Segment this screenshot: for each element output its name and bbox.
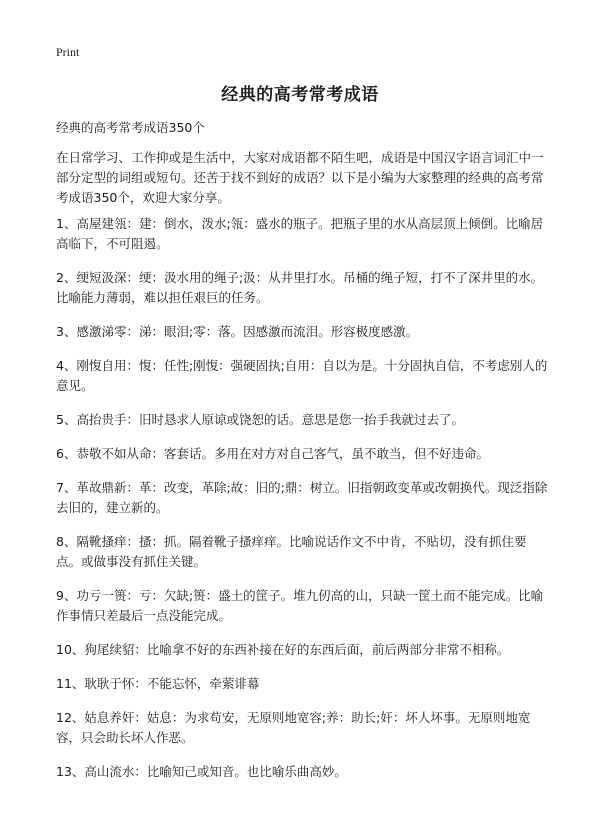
idiom-item: 1、高屋建瓴：建：倒水，泼水;瓴：盛水的瓶子。把瓶子里的水从高层顶上倾倒。比喻居高临下，不可阻遏。 <box>56 216 544 251</box>
idiom-item: 5、高抬贵手：旧时恳求人原谅或饶恕的话。意思是您一抬手我就过去了。 <box>56 412 464 427</box>
idiom-item: 10、狗尾续貂：比喻拿不好的东西补接在好的东西后面，前后两部分非常不相称。 <box>56 642 510 657</box>
idiom-list <box>56 214 550 796</box>
idiom-item: 7、革故鼎新：革：改变，革除;故：旧的;鼎：树立。旧指朝政变革或改朝换代。现泛指除去旧的，建立新的。 <box>56 480 548 515</box>
idiom-item: 11、耿耿于怀：不能忘怀，牵萦诽幕 <box>56 676 260 691</box>
article-subtitle: 经典的高考常考成语350个 <box>56 120 205 135</box>
article-title: 经典的高考常考成语 <box>221 85 379 105</box>
idiom-item: 2、绠短汲深：绠：汲水用的绳子;汲：从井里打水。吊桶的绳子短，打不了深井里的水。比喻能力薄弱，难以担任艰巨的任务。 <box>56 270 544 305</box>
idiom-item: 9、功亏一篑：亏：欠缺;篑：盛土的筐子。堆九仞高的山，只缺一筐土而不能完成。比喻作事情只差最后一点没能完成。 <box>56 588 544 623</box>
idiom-item: 6、恭敬不如从命：客套话。多用在对方对自己客气，虽不敢当，但不好违命。 <box>56 446 489 461</box>
idiom-item: 12、姑息养奸：姑息：为求苟安，无原则地宽容;养：助长;奸：坏人坏事。无原则地宽容，只会助长坏人作恶。 <box>56 710 531 745</box>
idiom-item: 3、感激涕零：涕：眼泪;零：落。因感激而流泪。形容极度感激。 <box>56 324 419 339</box>
intro-paragraph: 在日常学习、工作抑或是生活中，大家对成语都不陌生吧，成语是中国汉字语言词汇中一部分定型的词组或短句。还苦于找不到好的成语？以下是小编为大家整理的经典的高考常考成语350个，欢迎大家分享。 <box>56 150 544 205</box>
print-label: Print <box>56 45 80 59</box>
idiom-item: 8、隔靴搔痒：搔：抓。隔着靴子搔痒痒。比喻说话作文不中肯，不贴切，没有抓住要点。或做事没有抓住关键。 <box>56 534 527 569</box>
idiom-item: 13、高山流水：比喻知己或知音。也比喻乐曲高妙。 <box>56 764 347 779</box>
idiom-item: 4、刚愎自用：愎：任性;刚愎：强硬固执;自用：自以为是。十分固执自信，不考虑别人的意见。 <box>56 358 548 393</box>
